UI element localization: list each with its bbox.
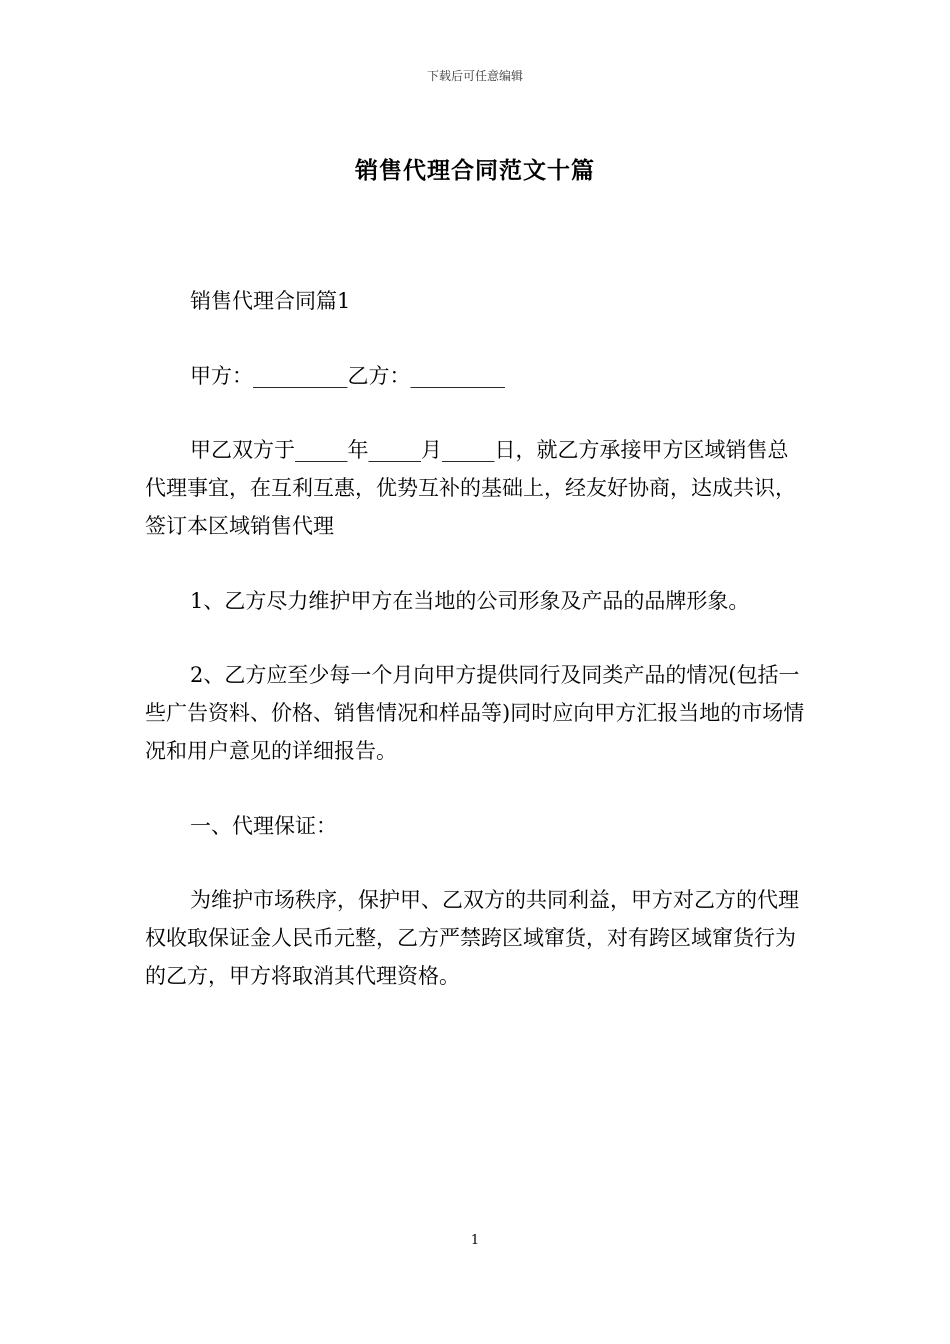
paragraph-intro: 甲乙双方于_____年_____月_____日，就乙方承接甲方区域销售总代理事宜，在互利互惠，优势互补的基础上，经友好协商，达成共识，签订本区域销售代理 [145, 438, 796, 538]
page-number: 1 [470, 1233, 480, 1248]
document-title: 销售代理合同范文十篇 [355, 157, 595, 184]
section-heading: 销售代理合同篇1 [190, 289, 351, 313]
paragraph-clause-1: 1、乙方尽力维护甲方在当地的公司形象及产品的品牌形象。 [190, 588, 750, 613]
paragraph-clause-2: 2、乙方应至少每一个月向甲方提供同行及同类产品的情况(包括一些广告资料、价格、销售情况和样品等)同时应向甲方汇报当地的市场情况和用户意见的详细报告。 [145, 663, 805, 763]
parties-line: 甲方：_________乙方：_________ [190, 363, 505, 388]
header-note: 下载后可任意编辑 [426, 69, 523, 83]
subsection-heading: 一、代理保证： [190, 813, 337, 838]
document-body [145, 282, 807, 1032]
paragraph-guarantee: 为维护市场秩序，保护甲、乙双方的共同利益，甲方对乙方的代理权收取保证金人民币元整，乙方严禁跨区域窜货，对有跨区域窜货行为的乙方，甲方将取消其代理资格。 [145, 888, 799, 988]
